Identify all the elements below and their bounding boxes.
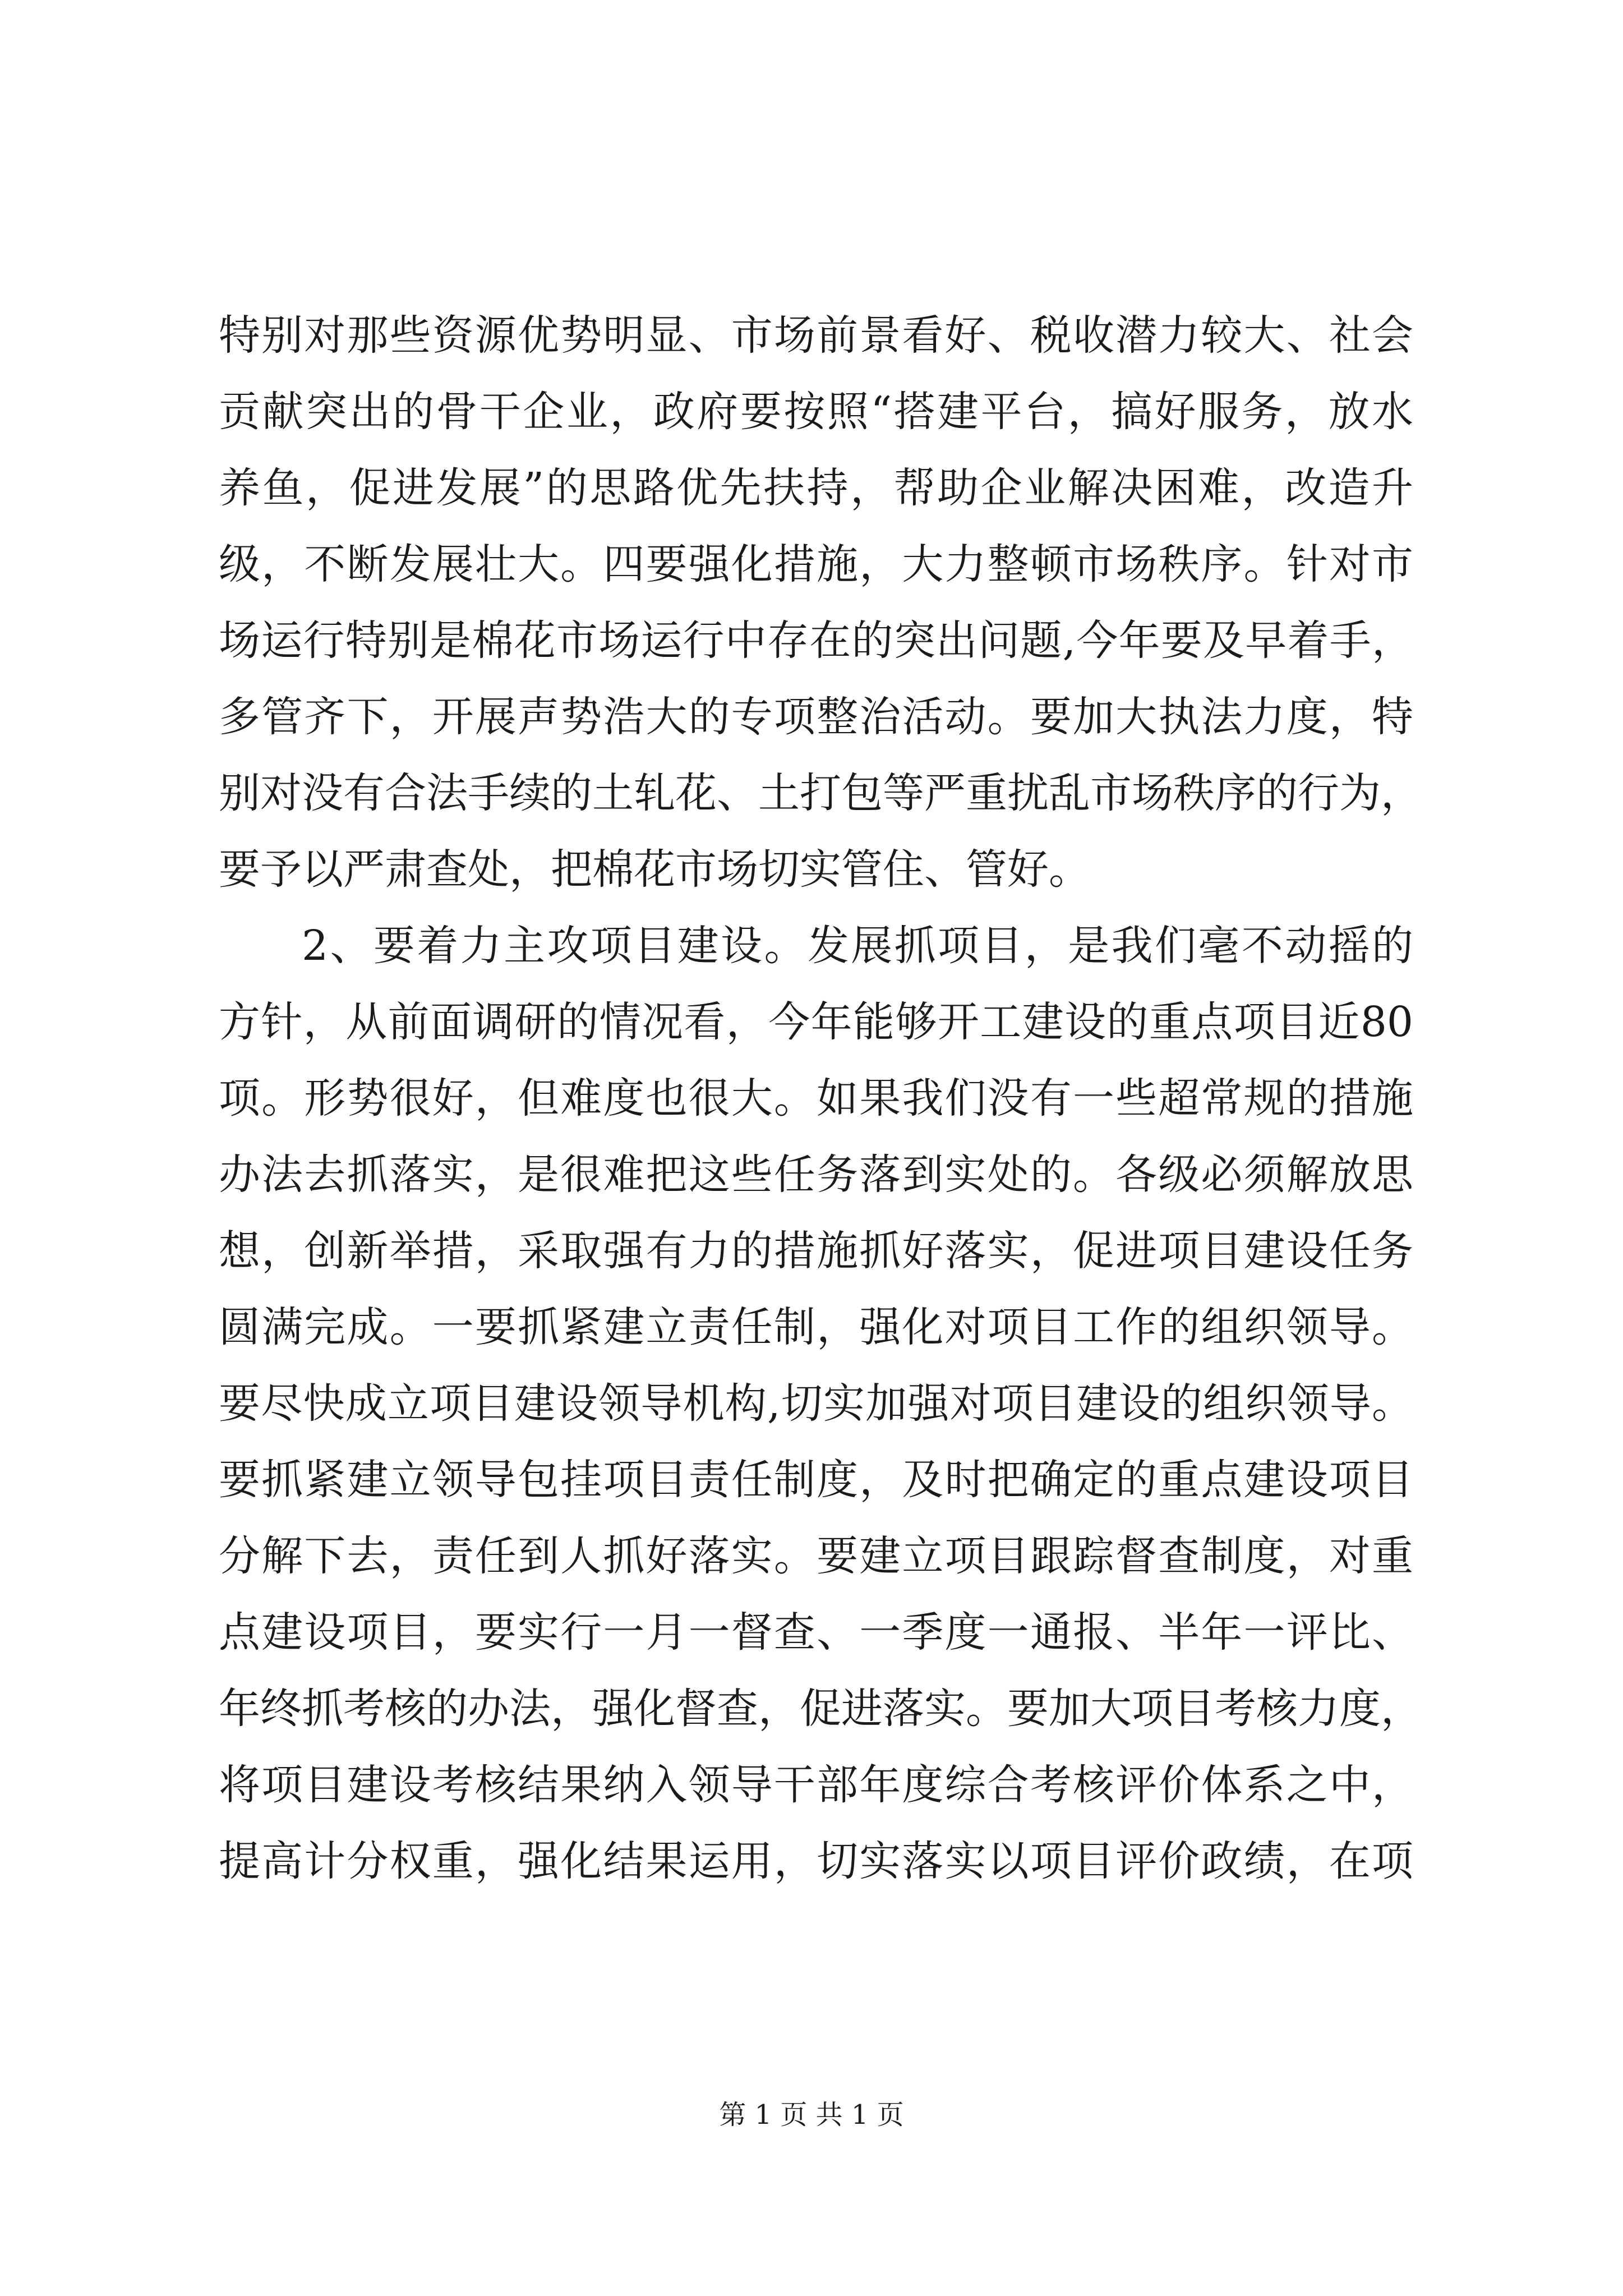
text-line-14: 圆满完成。一要抓紧建立责任制，强化对项目工作的组织领导。 bbox=[219, 1303, 1413, 1351]
text-line-17: 分解下去，责任到人抓好落实。要建立项目跟踪督查制度，对重 bbox=[219, 1532, 1413, 1580]
page-number: 第 1 页 共 1 页 bbox=[719, 2099, 904, 2131]
section-heading-line: 2、要着力主攻项目建设。发展抓项目，是我们毫不动摇的 bbox=[302, 922, 1413, 970]
text-line-20: 将项目建设考核结果纳入领导干部年度综合考核评价体系之中， bbox=[219, 1761, 1413, 1809]
text-line-4: 级，不断发展壮大。四要强化措施，大力整顿市场秩序。针对市 bbox=[219, 540, 1413, 588]
page-footer bbox=[0, 2098, 1623, 2132]
text-line-2: 贡献突出的骨干企业，政府要按照“搭建平台，搞好服务，放水 bbox=[219, 388, 1413, 436]
text-line-12: 办法去抓落实，是很难把这些任务落到实处的。各级必须解放思 bbox=[219, 1151, 1413, 1199]
text-line-16: 要抓紧建立领导包挂项目责任制度，及时把确定的重点建设项目 bbox=[219, 1456, 1413, 1504]
text-line-10: 方针，从前面调研的情况看，今年能够开工建设的重点项目近80 bbox=[219, 998, 1413, 1046]
text-line-3: 养鱼，促进发展”的思路优先扶持，帮助企业解决困难，改造升 bbox=[219, 464, 1413, 512]
text-line-8: 要予以严肃查处，把棉花市场切实管住、管好。 bbox=[219, 845, 1090, 894]
text-line-18: 点建设项目，要实行一月一督查、一季度一通报、半年一评比、 bbox=[219, 1608, 1413, 1657]
text-line-7: 别对没有合法手续的土轧花、土打包等严重扰乱市场秩序的行为， bbox=[219, 769, 1422, 817]
text-line-5: 场运行特别是棉花市场运行中存在的突出问题,今年要及早着手， bbox=[219, 616, 1413, 665]
text-line-6: 多管齐下，开展声势浩大的专项整治活动。要加大执法力度，特 bbox=[219, 693, 1413, 741]
document-body bbox=[219, 297, 1422, 1899]
text-line-13: 想，创新举措，采取强有力的措施抓好落实，促进项目建设任务 bbox=[219, 1227, 1413, 1275]
text-line-15: 要尽快成立项目建设领导机构,切实加强对项目建设的组织领导。 bbox=[219, 1379, 1413, 1428]
text-line-19: 年终抓考核的办法，强化督查，促进落实。要加大项目考核力度， bbox=[219, 1685, 1422, 1733]
text-line-1: 特别对那些资源优势明显、市场前景看好、税收潜力较大、社会 bbox=[219, 311, 1413, 360]
text-line-21: 提高计分权重，强化结果运用，切实落实以项目评价政绩，在项 bbox=[219, 1837, 1413, 1885]
text-line-11: 项。形势很好，但难度也很大。如果我们没有一些超常规的措施 bbox=[219, 1074, 1413, 1122]
